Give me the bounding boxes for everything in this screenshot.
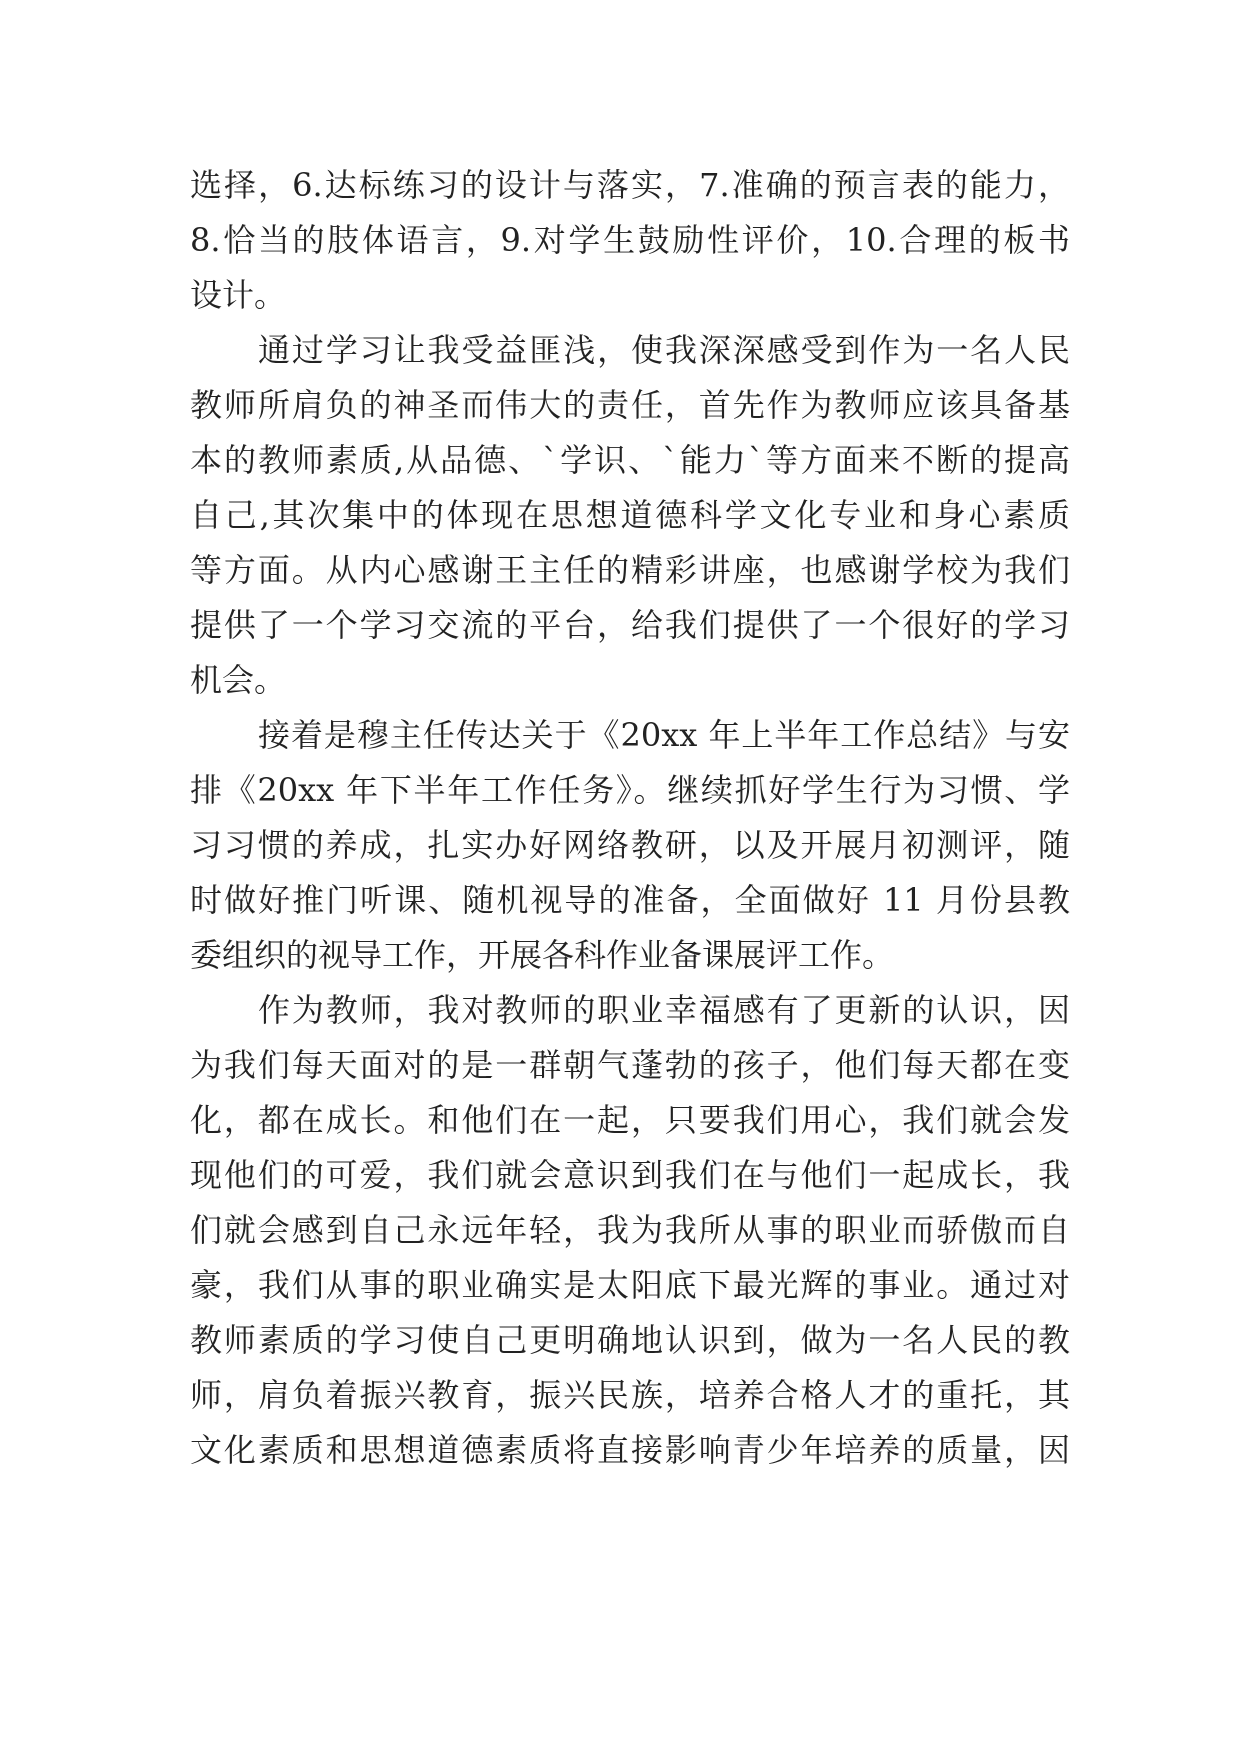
text-line: 排《20xx 年下半年工作任务》。继续抓好学生行为习惯、学 — [190, 771, 1070, 809]
text-line: 8.恰当的肢体语言，9.对学生鼓励性评价，10.合理的板书 — [190, 221, 1070, 259]
text-line: 教师素质的学习使自己更明确地认识到，做为一名人民的教 — [190, 1321, 1070, 1359]
text-line: 教师所肩负的神圣而伟大的责任，首先作为教师应该具备基 — [190, 386, 1070, 424]
text-line: 等方面。从内心感谢王主任的精彩讲座，也感谢学校为我们 — [190, 551, 1070, 589]
text-line: 师，肩负着振兴教育，振兴民族，培养合格人才的重托，其 — [190, 1376, 1070, 1414]
text-line: 自己,其次集中的体现在思想道德科学文化专业和身心素质 — [190, 496, 1070, 534]
paragraph-first-line: 接着是穆主任传达关于《20xx 年上半年工作总结》与安 — [258, 716, 1070, 754]
text-line: 现他们的可爱，我们就会意识到我们在与他们一起成长，我 — [190, 1156, 1070, 1194]
text-line: 设计。 — [190, 276, 287, 314]
text-line: 为我们每天面对的是一群朝气蓬勃的孩子，他们每天都在变 — [190, 1046, 1070, 1084]
paragraph-first-line: 通过学习让我受益匪浅，使我深深感受到作为一名人民 — [258, 331, 1070, 369]
text-line: 委组织的视导工作，开展各科作业备课展评工作。 — [190, 936, 895, 974]
text-line: 本的教师素质,从品德、`学识、`能力`等方面来不断的提高 — [190, 441, 1070, 479]
text-line: 们就会感到自己永远年轻，我为我所从事的职业而骄傲而自 — [190, 1211, 1070, 1249]
text-line: 文化素质和思想道德素质将直接影响青少年培养的质量，因 — [190, 1431, 1070, 1469]
text-line: 时做好推门听课、随机视导的准备，全面做好 11 月份县教 — [190, 881, 1070, 919]
text-line: 豪，我们从事的职业确实是太阳底下最光辉的事业。通过对 — [190, 1266, 1070, 1304]
text-line: 习习惯的养成，扎实办好网络教研，以及开展月初测评，随 — [190, 826, 1070, 864]
paragraph-first-line: 作为教师，我对教师的职业幸福感有了更新的认识，因 — [258, 991, 1070, 1029]
text-line: 提供了一个学习交流的平台，给我们提供了一个很好的学习 — [190, 606, 1070, 644]
text-line: 机会。 — [190, 661, 287, 699]
document-body — [190, 158, 1070, 1478]
text-line: 化，都在成长。和他们在一起，只要我们用心，我们就会发 — [190, 1101, 1070, 1139]
text-line: 选择，6.达标练习的设计与落实，7.准确的预言表的能力， — [190, 166, 1070, 204]
